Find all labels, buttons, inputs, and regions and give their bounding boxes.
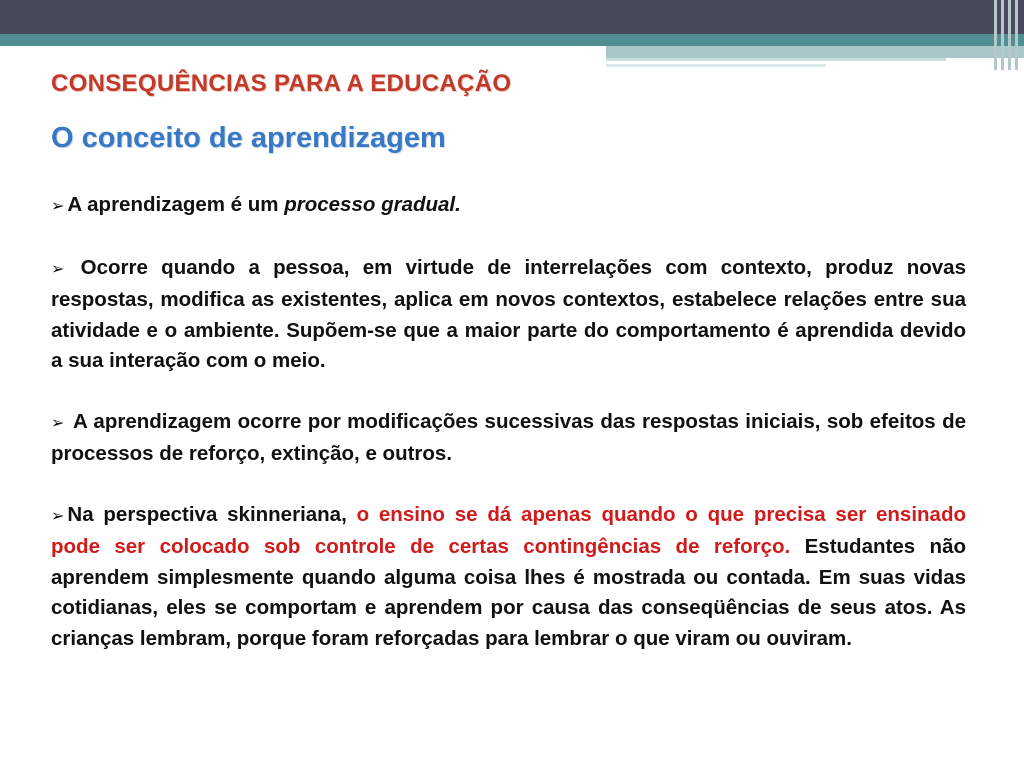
bullet-item [51,500,966,655]
bullet-item [51,190,966,223]
header-accent-line [606,64,826,67]
slide-subheading: O conceito de aprendizagem [51,122,446,154]
header-vertical-stripe [1001,0,1004,70]
arrow-bullet-icon: ➢ [51,414,65,432]
bullet-rest-text: Estudantes não aprendem simplesmente quando alguma coisa lhes é mostrada ou contada. Em suas vidas cotidianas, eles se comportam e aprendem por causa das conseqüências de seus atos. As crianças lembram, porque foram reforçadas para lembrar o que viram ou ouviram. [51,535,966,650]
bullet-highlight-text: o ensino se dá apenas quando o que precisa ser ensinado pode ser colocado sob controle de certas contingências de reforço. [51,502,966,558]
arrow-bullet-icon: ➢ [51,507,65,525]
bullet-text: A aprendizagem é um [67,193,285,216]
arrow-bullet-icon: ➢ [51,198,65,215]
slide-heading: CONSEQUÊNCIAS PARA A EDUCAÇÃO [51,70,512,97]
header-teal-band [0,34,1024,46]
header-vertical-stripe [994,0,997,70]
header-vertical-stripe [1015,0,1018,70]
bullet-italic-text: processo gradual. [284,193,461,216]
header-accent-line [606,58,946,61]
bullet-text: Ocorre quando a pessoa, em virtude de interrelações com contexto, produz novas respostas, modifica as existentes, aplica em novos contextos, estabelece relações entre sua atividade e o ambiente. Supõem-se que a maior parte do comportamento é aprendida devido a sua interação com o meio. [51,255,966,372]
bullet-item [51,253,966,377]
arrow-bullet-icon: ➢ [51,260,65,278]
bullet-text: A aprendizagem ocorre por modificações sucessivas das respostas iniciais, sob efeitos de processos de reforço, extinção, e outros. [51,409,966,465]
header-light-band [606,46,1024,58]
header-dark-band [0,0,1024,34]
bullet-item [51,407,966,470]
slide-content [51,190,966,684]
header-vertical-stripe [1008,0,1011,70]
bullet-lead-text: Na perspectiva skinneriana, [67,502,357,526]
